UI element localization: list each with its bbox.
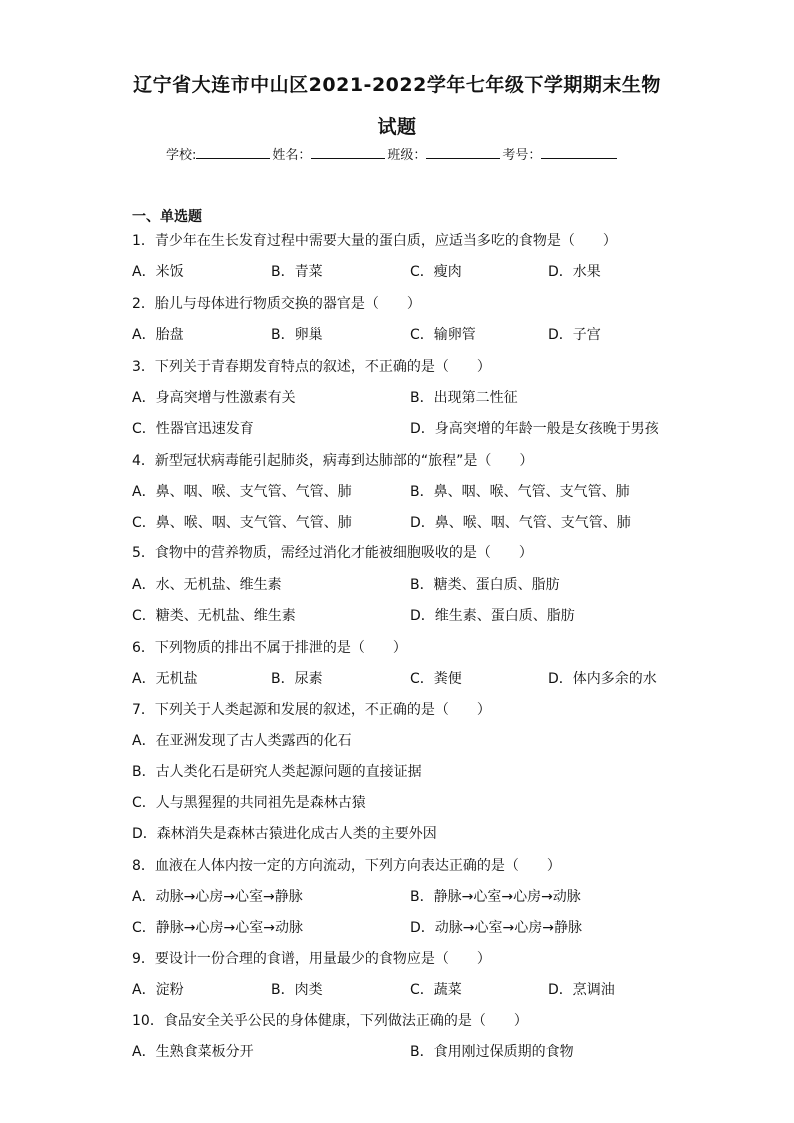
option[interactable]: A．米饭 bbox=[132, 264, 184, 280]
exam-title-line2: 试题 bbox=[377, 116, 417, 138]
question-stem: 10．食品安全关乎公民的身体健康，下列做法正确的是（ ） bbox=[132, 1013, 528, 1029]
option[interactable]: B．青菜 bbox=[271, 264, 323, 280]
option[interactable]: B．卵巢 bbox=[271, 327, 323, 343]
option[interactable]: C．性器官迅速发育 bbox=[132, 421, 254, 437]
option[interactable]: D．森林消失是森林古猿进化成古人类的主要外因 bbox=[132, 826, 437, 842]
question-stem: 4．新型冠状病毒能引起肺炎，病毒到达肺部的“旅程”是（ ） bbox=[132, 453, 534, 469]
option[interactable]: A．身高突增与性激素有关 bbox=[132, 390, 296, 406]
option[interactable]: A．鼻、咽、喉、支气管、气管、肺 bbox=[132, 484, 352, 500]
option[interactable]: D．鼻、喉、咽、气管、支气管、肺 bbox=[410, 515, 631, 531]
question-stem: 1．青少年在生长发育过程中需要大量的蛋白质，应适当多吃的食物是（ ） bbox=[132, 233, 617, 249]
option[interactable]: C．鼻、喉、咽、支气管、气管、肺 bbox=[132, 515, 352, 531]
option[interactable]: B．食用刚过保质期的食物 bbox=[410, 1044, 574, 1060]
option[interactable]: C．瘦肉 bbox=[410, 264, 462, 280]
option[interactable]: A．生熟食菜板分开 bbox=[132, 1044, 254, 1060]
question-stem: 9．要设计一份合理的食谱，用量最少的食物应是（ ） bbox=[132, 951, 491, 967]
name-label: 姓名： bbox=[272, 148, 312, 163]
option[interactable]: C．糖类、无机盐、维生素 bbox=[132, 608, 296, 624]
student-info-line bbox=[166, 144, 619, 163]
exam-no-label: 考号： bbox=[502, 148, 542, 163]
option[interactable]: C．静脉→心房→心室→动脉 bbox=[132, 920, 303, 936]
question-stem: 2．胎儿与母体进行物质交换的器官是（ ） bbox=[132, 296, 421, 312]
question-stem: 6．下列物质的排出不属于排泄的是（ ） bbox=[132, 640, 407, 656]
question-stem: 5．食物中的营养物质，需经过消化才能被细胞吸收的是（ ） bbox=[132, 545, 533, 561]
section-title: 一、单选题 bbox=[132, 209, 202, 225]
option[interactable]: D．烹调油 bbox=[548, 982, 615, 998]
name-blank[interactable] bbox=[311, 145, 385, 159]
option[interactable]: C．人与黑猩猩的共同祖先是森林古猿 bbox=[132, 795, 366, 811]
option[interactable]: B．肉类 bbox=[271, 982, 323, 998]
question-stem: 3．下列关于青春期发育特点的叙述，不正确的是（ ） bbox=[132, 359, 491, 375]
option[interactable]: A．胎盘 bbox=[132, 327, 184, 343]
option[interactable]: C．蔬菜 bbox=[410, 982, 462, 998]
option[interactable]: D．水果 bbox=[548, 264, 601, 280]
option[interactable]: C．粪便 bbox=[410, 671, 462, 687]
option[interactable]: A．动脉→心房→心室→静脉 bbox=[132, 889, 303, 905]
option[interactable]: D．子宫 bbox=[548, 327, 601, 343]
exam-no-blank[interactable] bbox=[541, 145, 617, 159]
option[interactable]: C．输卵管 bbox=[410, 327, 476, 343]
class-blank[interactable] bbox=[426, 145, 500, 159]
question-stem: 7．下列关于人类起源和发展的叙述，不正确的是（ ） bbox=[132, 702, 491, 718]
option[interactable]: B．糖类、蛋白质、脂肪 bbox=[410, 577, 560, 593]
option[interactable]: D．体内多余的水 bbox=[548, 671, 657, 687]
option[interactable]: D．身高突增的年龄一般是女孩晚于男孩 bbox=[410, 421, 659, 437]
option[interactable]: B．出现第二性征 bbox=[410, 390, 518, 406]
question-stem: 8．血液在人体内按一定的方向流动，下列方向表达正确的是（ ） bbox=[132, 858, 561, 874]
option[interactable]: B．古人类化石是研究人类起源问题的直接证据 bbox=[132, 764, 422, 780]
option[interactable]: A．淀粉 bbox=[132, 982, 184, 998]
option[interactable]: A．在亚洲发现了古人类露西的化石 bbox=[132, 733, 352, 749]
option[interactable]: B．鼻、咽、喉、气管、支气管、肺 bbox=[410, 484, 630, 500]
option[interactable]: B．静脉→心室→心房→动脉 bbox=[410, 889, 581, 905]
school-blank[interactable] bbox=[196, 145, 270, 159]
option[interactable]: A．无机盐 bbox=[132, 671, 198, 687]
class-label: 班级： bbox=[387, 148, 427, 163]
exam-title-line1: 辽宁省大连市中山区2021-2022学年七年级下学期期末生物 bbox=[133, 74, 661, 96]
option[interactable]: B．尿素 bbox=[271, 671, 323, 687]
option[interactable]: D．动脉→心室→心房→静脉 bbox=[410, 920, 582, 936]
option[interactable]: A．水、无机盐、维生素 bbox=[132, 577, 282, 593]
option[interactable]: D．维生素、蛋白质、脂肪 bbox=[410, 608, 575, 624]
school-label: 学校: bbox=[166, 148, 197, 163]
